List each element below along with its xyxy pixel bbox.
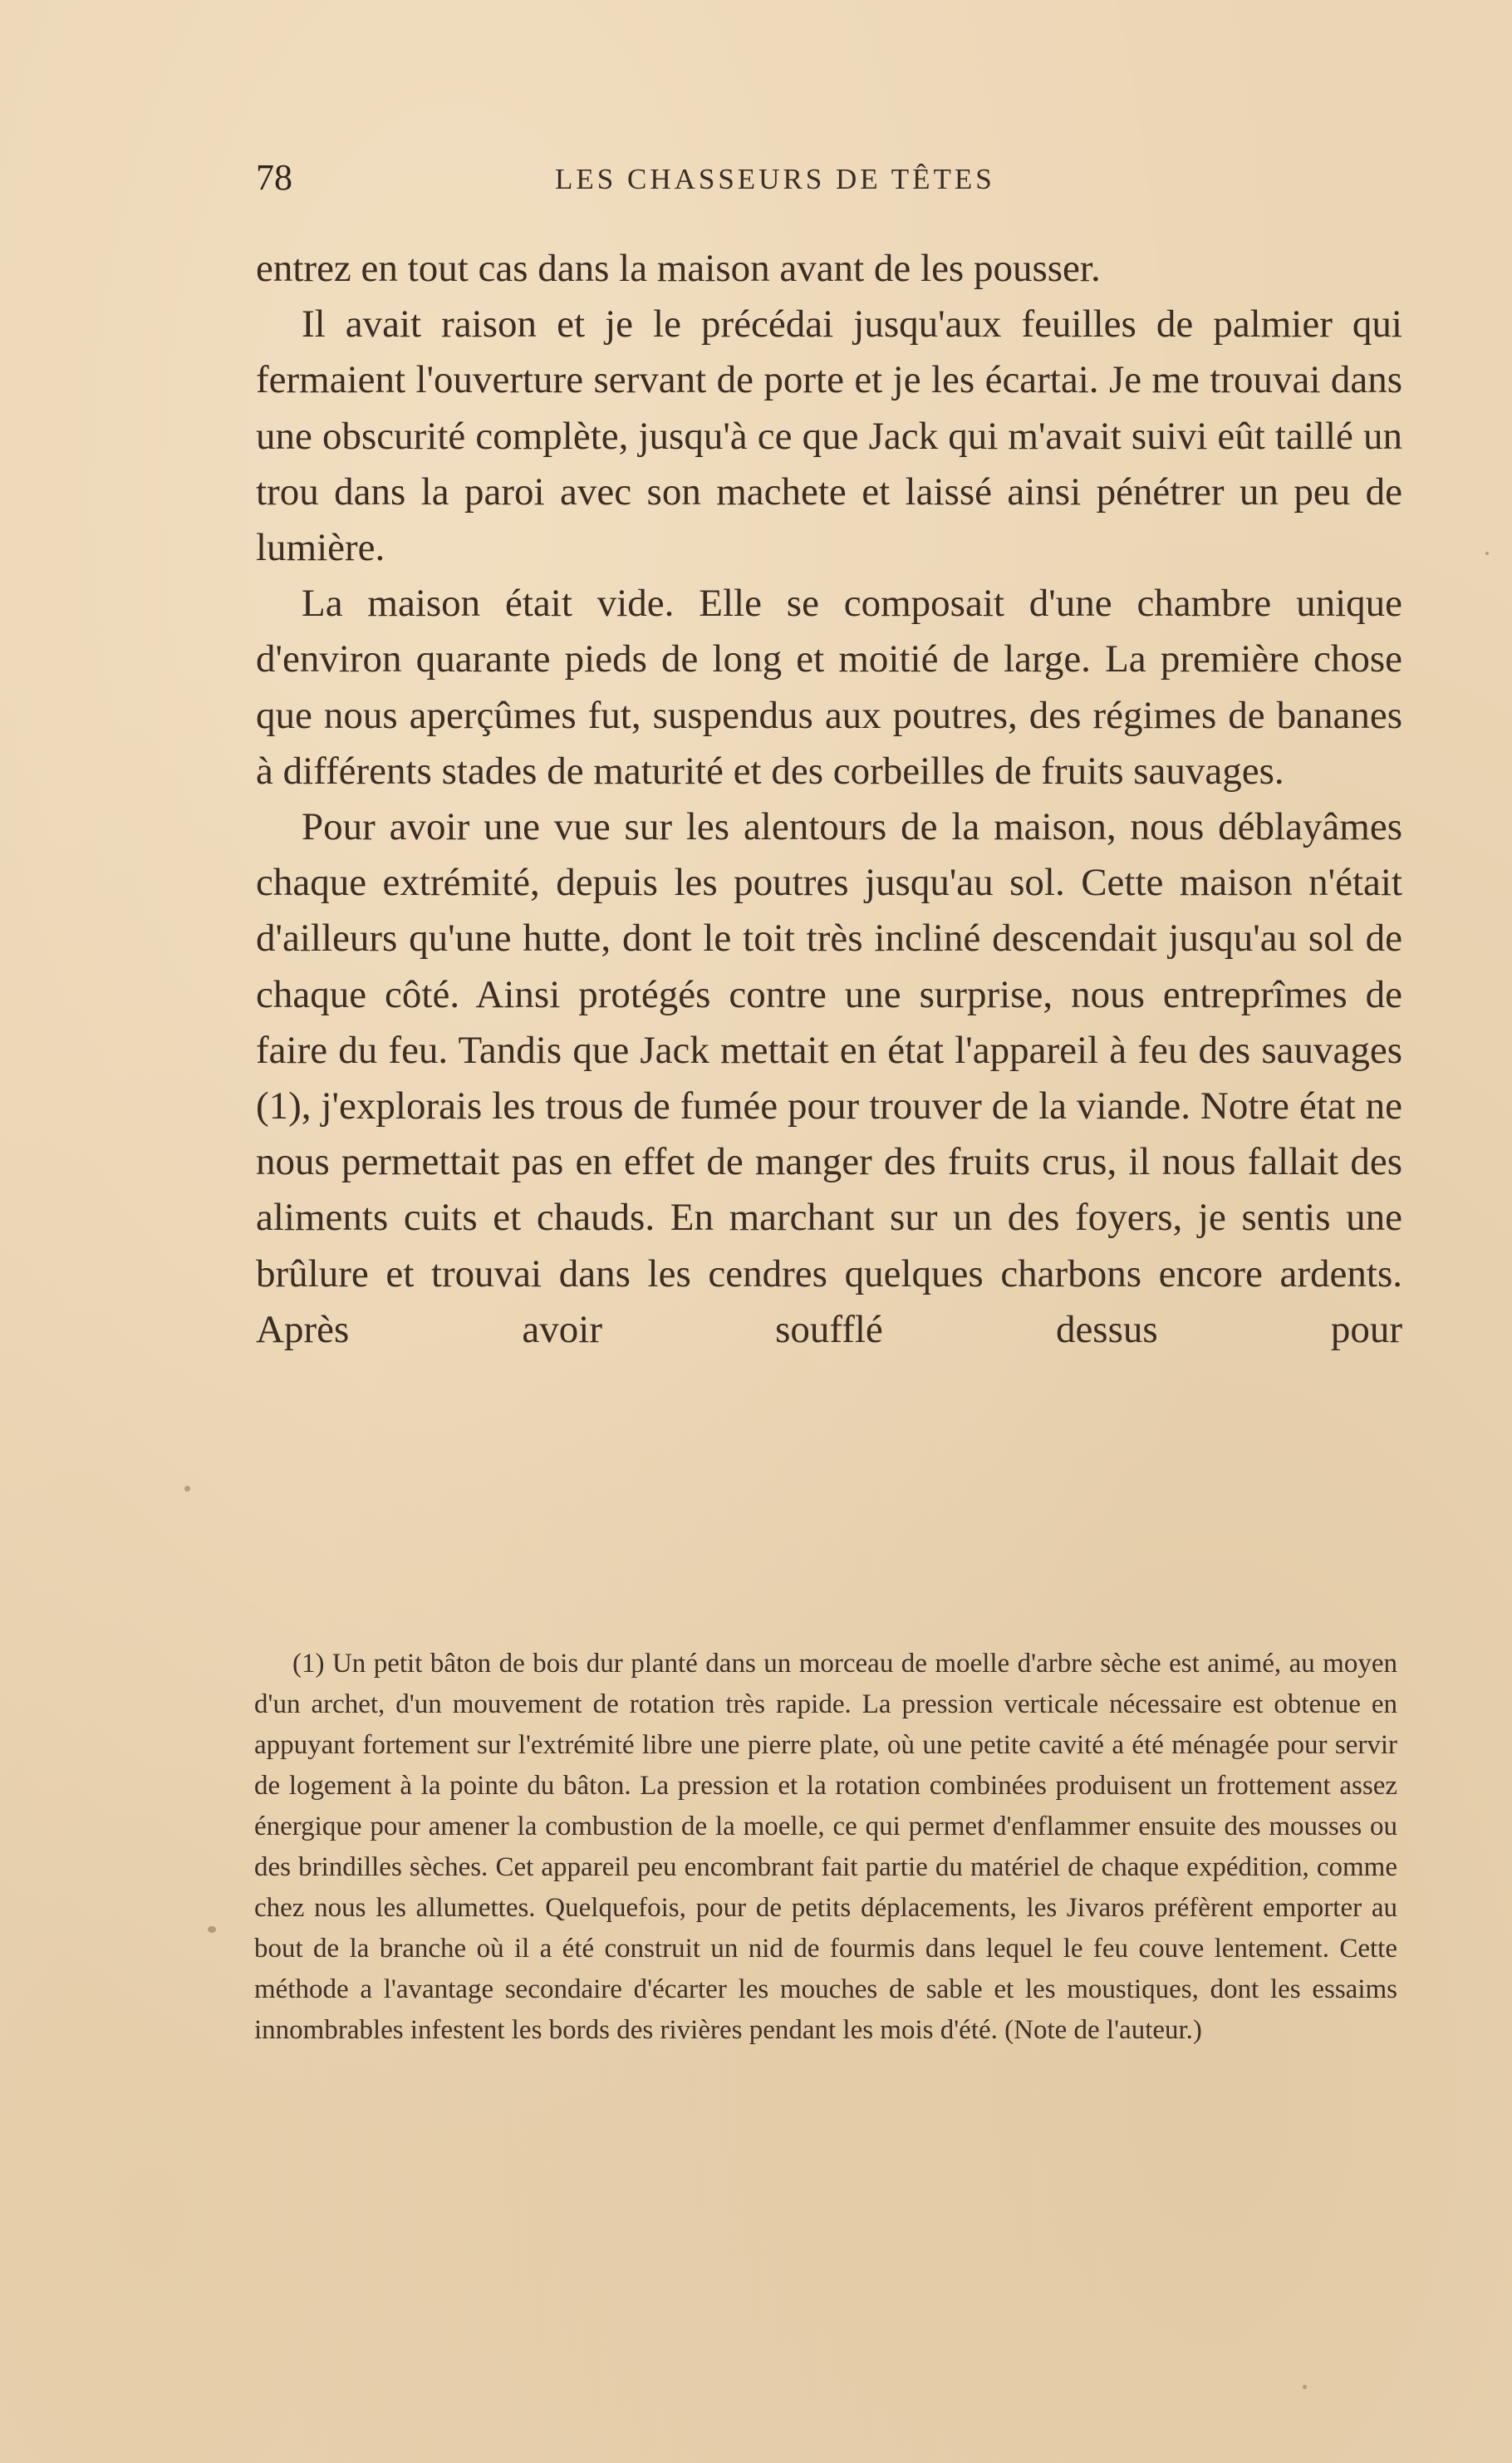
paper-speck [1303,2385,1307,2389]
paragraph-2: Il avait raison et je le précédai jusqu'aux feuilles de palmier qui fermaient l'ouverture servant de porte et je les écartai. Je me trouvai dans une obscurité complète, jusqu'à ce que Jack qui m'avait suivi eût taillé un trou dans la paroi avec son machete et laissé ainsi pénétrer un peu de lumière. [256,302,1402,570]
paper-speck [184,1486,190,1492]
paper-speck [208,1926,216,1933]
paragraph-1: entrez en tout cas dans la maison avant de les pousser. [256,247,1101,290]
body-text [256,241,1402,1358]
page-number: 78 [256,157,292,198]
paragraph-3: La maison était vide. Elle se composait d'une chambre unique d'environ quarante pieds de long et moitié de large. La première chose que nous aperçûmes fut, suspendus aux poutres, des régimes de bananes à différents stades de maturité et des corbeilles de fruits sauvages. [256,582,1402,793]
footnote [254,1644,1397,2051]
paragraph-4: Pour avoir une vue sur les alentours de la maison, nous déblayâmes chaque extrémité, depuis les poutres jusqu'au sol. Cette maison n'était d'ailleurs qu'une hutte, dont le toit très incliné descendait jusqu'au sol de chaque côté. Ainsi protégés contre une surprise, nous entreprîmes de faire du feu. Tandis que Jack mettait en état l'appareil à feu des sauvages (1), j'explorais les trous de fumée pour trouver de la viande. Notre état ne nous permettait pas en effet de manger des fruits crus, il nous fallait des aliments cuits et chauds. En marchant sur un des foyers, je sentis une brûlure et trouvai dans les cendres quelques charbons encore ardents. Après avoir soufflé dessus pour [256,805,1402,1351]
running-title: LES CHASSEURS DE TÊTES [555,163,995,195]
paper-speck [1485,552,1489,555]
running-head [256,156,1402,206]
footnote-text: (1) Un petit bâton de bois dur planté dans un morceau de moelle d'arbre sèche est animé, au moyen d'un archet, d'un mouvement de rotation très rapide. La pression verticale nécessaire est obtenue en appuyant fortement sur l'extrémité libre une pierre plate, où une petite cavité a été ménagée pour servir de logement à la pointe du bâton. La pression et la rotation combinées produisent un frottement assez énergique pour amener la combustion de la moelle, ce qui permet d'enflammer ensuite des mousses ou des brindilles sèches. Cet appareil peu encombrant fait partie du matériel de chaque expédition, comme chez nous les allumettes. Quelquefois, pour de petits déplacements, les Jivaros préfèrent emporter au bout de la branche où il a été construit un nid de fourmis dans lequel le feu couve lentement. Cette méthode a l'avantage secondaire d'écarter les mouches de sable et les moustiques, dont les essaims innombrables infestent les bords des rivières pendant les mois d'été. (Note de l'auteur.) [254,1649,1397,2045]
